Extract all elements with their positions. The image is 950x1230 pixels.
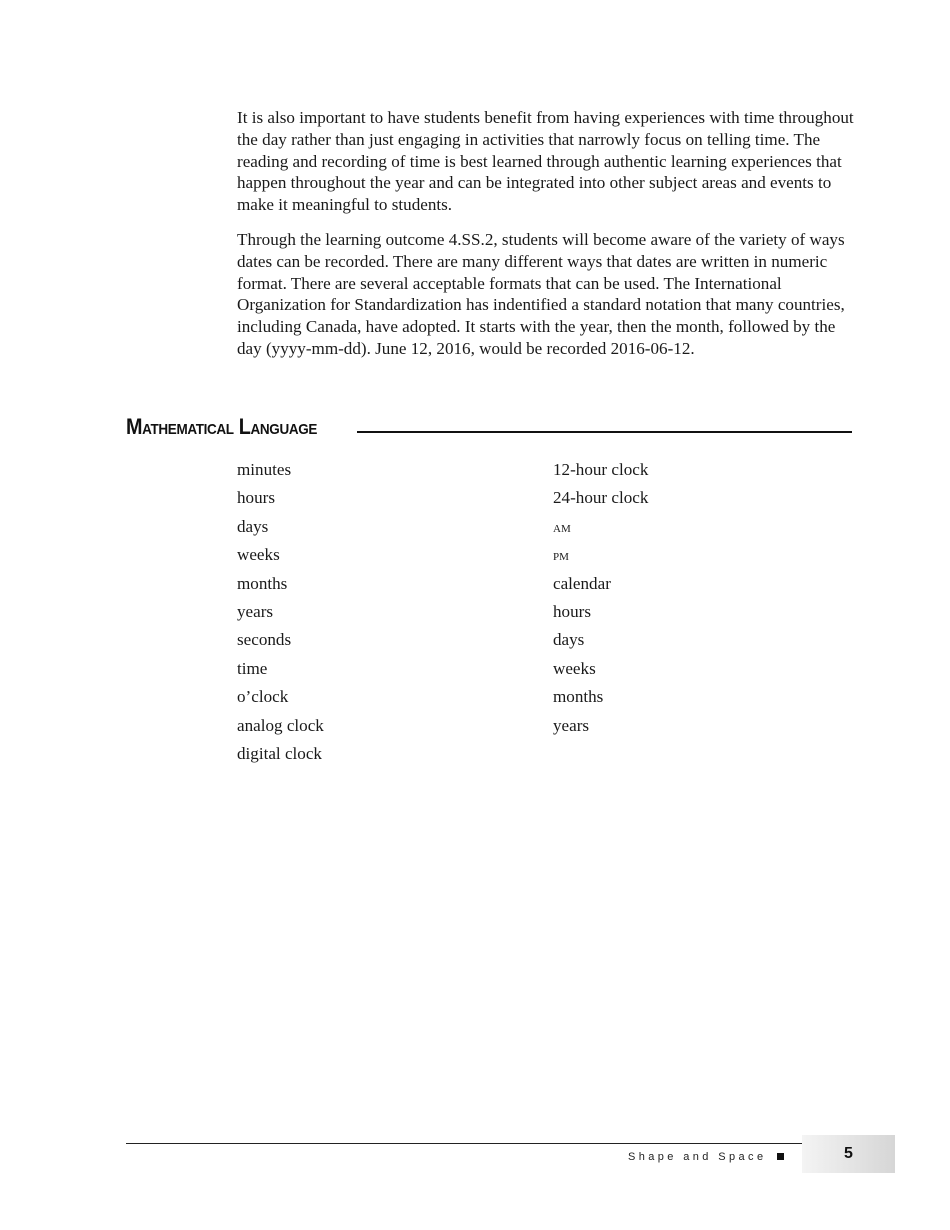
vocab-term: [553, 516, 648, 544]
page-number: 5: [844, 1145, 853, 1162]
footer-rule: [126, 1143, 802, 1144]
vocab-term-pm: pm: [553, 548, 569, 565]
vocab-term: minutes: [237, 460, 292, 479]
vocab-term: [553, 544, 648, 572]
section-heading-row: [126, 414, 852, 446]
vocab-term: weeks: [237, 545, 280, 565]
heading-rule: [357, 431, 852, 433]
vocabulary-list-left: [237, 459, 324, 771]
vocab-term: analog clock: [237, 715, 324, 735]
body-paragraph-1: It is also important to have students benefit from having experiences with time throughout the day rather than just engaging in activities that narrowly focus on telling time. The reading and recording of time is best learned through authentic learning experiences that happen throughout the year and can be integrated into other subject areas and events to make it meaningful to students.: [237, 108, 854, 215]
vocabulary-list-right: [553, 459, 648, 743]
square-bullet-icon: [777, 1153, 784, 1160]
page-number-box: [802, 1135, 895, 1173]
vocab-term: 12-hour clock: [553, 460, 649, 479]
footer-section-label: Shape and Space: [628, 1151, 767, 1163]
body-paragraph-2: Through the learning outcome 4.SS.2, students will become aware of the variety of ways dates can be recorded. There are many different ways that dates are written in numeric format. There are several acceptable formats that can be used. The International Organization for Standardization has indentified a standard notation that many countries, including Canada, have adopted. It starts with the year, then the month, followed by the day (yyyy-mm-dd). June 12, 2016, would be recorded 2016-06-12.: [237, 230, 845, 358]
vocab-term: years: [553, 715, 590, 735]
vocab-term: o’clock: [237, 687, 289, 707]
vocab-term: hours: [237, 488, 275, 508]
vocab-term: time: [237, 658, 268, 678]
vocab-term: days: [553, 630, 585, 650]
vocab-term: days: [237, 516, 269, 536]
section-heading: Mathematical Language: [126, 414, 318, 439]
vocab-term: weeks: [553, 658, 596, 678]
vocab-term: months: [237, 573, 288, 593]
vocab-term: calendar: [553, 573, 611, 593]
vocab-term: seconds: [237, 630, 292, 650]
vocab-term: digital clock: [237, 743, 322, 763]
vocab-term: hours: [553, 601, 591, 621]
vocab-term: months: [553, 687, 604, 707]
vocab-term-am: am: [553, 519, 571, 536]
vocab-term: years: [237, 601, 274, 621]
vocab-term: 24-hour clock: [553, 488, 649, 508]
